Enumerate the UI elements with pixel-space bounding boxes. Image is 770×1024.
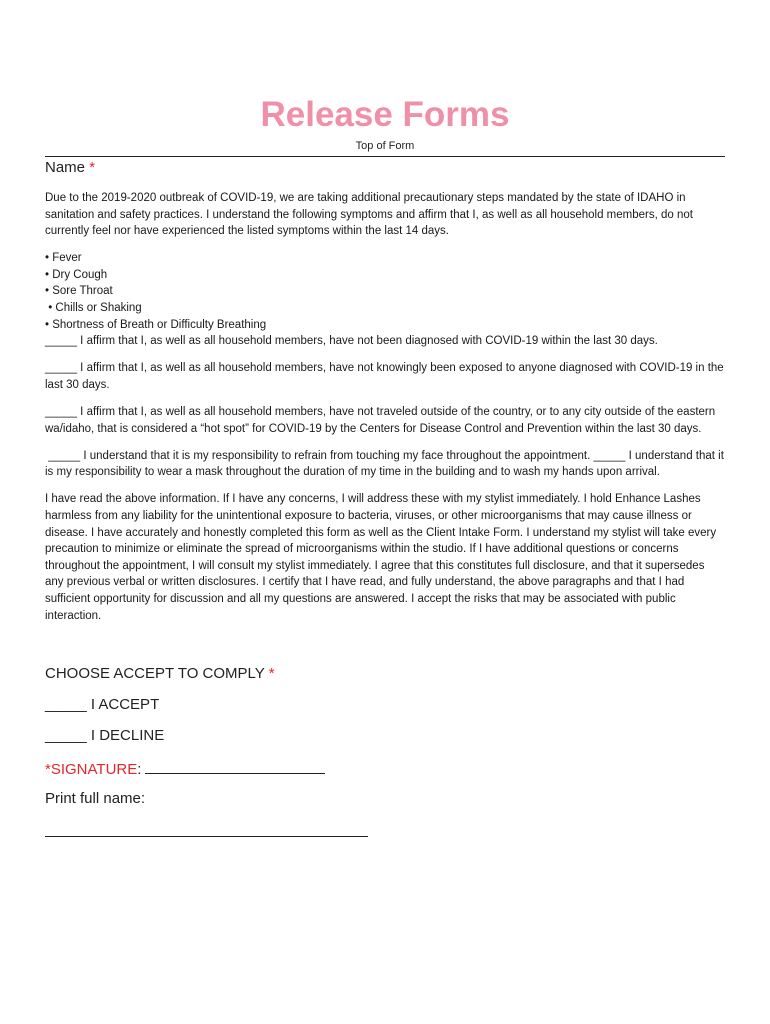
signature-field[interactable]: [45, 759, 325, 778]
required-mark: *: [268, 665, 275, 682]
affirm-diagnosed: _____ I affirm that I, as well as all household members, have not been diagnosed with COVID-19 within the last 30 days.: [45, 335, 658, 348]
affirm-exposed: _____ I affirm that I, as well as all household members, have not knowingly been exposed to anyone diagnosed with COVID-19 in the last 30 days.: [45, 362, 724, 391]
symptom-item: • Dry Cough: [45, 268, 108, 281]
print-name-label: Print full name:: [45, 790, 146, 807]
symptom-item: • Shortness of Breath or Difficulty Breathing: [45, 318, 267, 331]
top-of-form-label: Top of Form: [355, 140, 415, 152]
signature-label: *SIGNATURE: [45, 761, 138, 778]
affirm-travel: _____ I affirm that I, as well as all household members, have not traveled outside of the country, or to any city outside of the eastern wa/idaho, that is considered a “hot spot” for COVID-19 by the Centers for Disease Control and Prevention within the last 30 days.: [45, 406, 716, 435]
intro-paragraph: Due to the 2019-2020 outbreak of COVID-19, we are taking additional precautionary steps mandated by the state of IDAHO in sanitation and safety practices. I understand the following symptoms and affirm that I, as well as all household members, do not currently feel nor have experienced the listed symptoms within the last 14 days.: [45, 192, 693, 238]
form-body: [45, 190, 728, 635]
disclosure-paragraph: I have read the above information. If I have any concerns, I will address these with my stylist immediately. I hold Enhance Lashes harmless from any liability for the unintentional exposure to bacteria, viruses, or other microorganisms that may cause illness or disease. I have accurately and honestly completed this form as well as the Client Intake Form. I understand my stylist will take every precaution to minimize or eliminate the spread of microorganisms within the studio. If I have additional questions or concerns throughout the appointment, I will consult my stylist immediately. I agree that this constitutes full disclosure, and that it supersedes any previous verbal or written disclosures. I certify that I have read, and fully understand, the above paragraphs and that I had sufficient opportunity for discussion and all my questions are answered. I accept the risks that may be associated with public interaction.: [45, 493, 717, 622]
name-label: Name: [45, 159, 86, 176]
top-divider: [45, 156, 725, 157]
signature-input-line[interactable]: [145, 759, 325, 774]
signature-colon: :: [137, 761, 142, 778]
choose-label: [45, 665, 275, 682]
symptom-item: • Sore Throat: [45, 285, 113, 298]
understand-paragraph: _____ I understand that it is my responsibility to refrain from touching my face throughout the appointment. _____ I understand that it is my responsibility to wear a mask throughout the duration of my time in the building and to wash my hands upon arrival.: [45, 449, 728, 479]
name-field[interactable]: [45, 159, 95, 176]
symptom-item: • Chills or Shaking: [45, 302, 142, 315]
decline-option[interactable]: _____ I DECLINE: [45, 727, 165, 744]
accept-option[interactable]: _____ I ACCEPT: [45, 696, 160, 713]
print-name-input-line[interactable]: [45, 836, 368, 837]
symptom-item: • Fever: [45, 252, 82, 265]
symptom-list: [45, 250, 725, 333]
page-title: Release Forms: [260, 95, 510, 134]
choose-label-text: CHOOSE ACCEPT TO COMPLY: [45, 665, 265, 682]
required-mark: *: [89, 159, 96, 176]
